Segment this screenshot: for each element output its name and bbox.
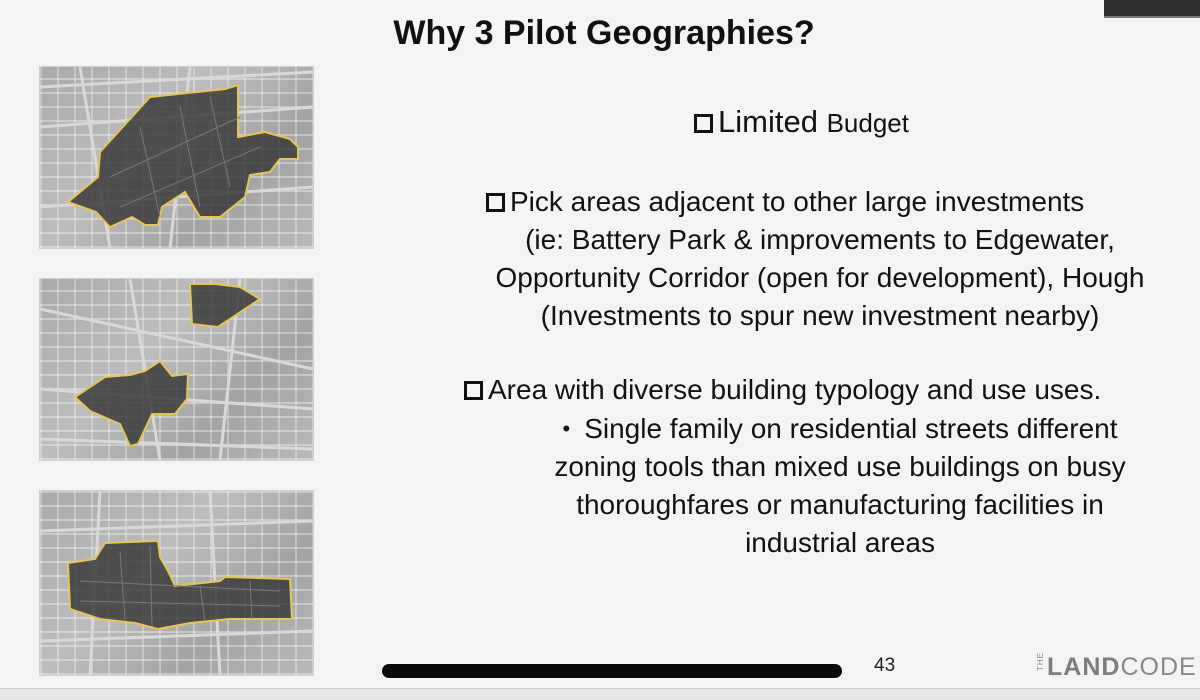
typology-subpoint-line: industrial areas	[745, 527, 935, 558]
investments-line: (Investments to spur new investment nearby)	[540, 300, 1100, 331]
pilot-map-2	[39, 278, 314, 461]
investments-line: (ie: Battery Park & improvements to Edgewater,	[525, 224, 1115, 255]
pilot-map-1	[39, 66, 314, 249]
investments-line: Opportunity Corridor (open for development), Hough	[495, 262, 1145, 293]
pilot-map-3	[39, 490, 314, 676]
checkbox-icon	[464, 381, 483, 400]
bottom-edge	[0, 688, 1200, 700]
slide-content	[440, 0, 1200, 699]
checkbox-icon	[486, 193, 505, 212]
investments-point: Pick areas adjacent to other large investments	[486, 183, 1084, 221]
typology-subpoint-line: thoroughfares or manufacturing facilities in	[576, 489, 1104, 520]
bullet-icon: •	[562, 416, 571, 441]
typology-subpoint: • Single family on residential streets different	[490, 410, 1190, 448]
slide-title: Why 3 Pilot Geographies?	[393, 14, 815, 52]
typology-point: Area with diverse building typology and use uses.	[464, 371, 1101, 409]
budget-point: Limited Budget	[694, 103, 909, 142]
page-number: 43	[874, 655, 896, 676]
landcode-logo: THELANDCODE	[1036, 652, 1197, 681]
checkbox-icon	[694, 114, 713, 133]
typology-subpoint-line: zoning tools than mixed use buildings on busy	[554, 451, 1126, 482]
home-indicator-bar[interactable]	[382, 664, 842, 678]
